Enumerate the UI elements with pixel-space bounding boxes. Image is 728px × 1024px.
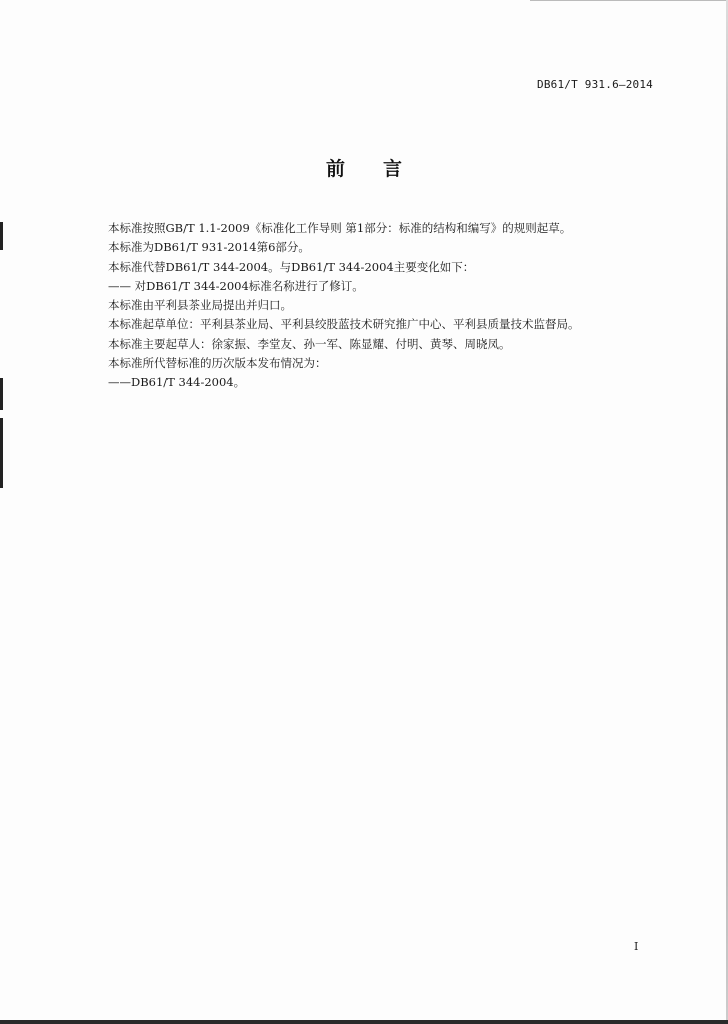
scan-edge-top — [530, 0, 728, 1]
scan-edge-left-mark — [0, 378, 3, 410]
document-code: DB61/T 931.6—2014 — [537, 78, 653, 91]
body-line: ——DB61/T 344-2004。 — [108, 375, 246, 390]
body-line: 本标准由平利县茶业局提出并归口。 — [108, 298, 292, 313]
body-line: 本标准按照GB/T 1.1-2009《标准化工作导则 第1部分：标准的结构和编写》的规则起草。 — [108, 221, 572, 235]
foreword-body — [108, 219, 668, 393]
body-line: 本标准为DB61/T 931-2014第6部分。 — [108, 240, 310, 255]
body-line: 本标准所代替标准的历次版本发布情况为： — [108, 356, 327, 371]
body-line: —— 对DB61/T 344-2004标准名称进行了修订。 — [108, 278, 364, 293]
body-line: 本标准起草单位：平利县茶业局、平利县绞股蓝技术研究推广中心、平利县质量技术监督局。 — [108, 317, 580, 332]
body-line: 本标准代替DB61/T 344-2004。与DB61/T 344-2004主要变化如下： — [108, 259, 475, 274]
page-number: I — [634, 940, 639, 953]
page-title: 前言 — [325, 158, 440, 180]
body-line: 本标准主要起草人：徐家振、李堂友、孙一军、陈显耀、付明、黄琴、周晓凤。 — [108, 336, 511, 351]
scan-edge-left-mark — [0, 418, 3, 488]
scan-edge-left-mark — [0, 222, 3, 250]
scan-edge-bottom — [0, 1020, 728, 1024]
